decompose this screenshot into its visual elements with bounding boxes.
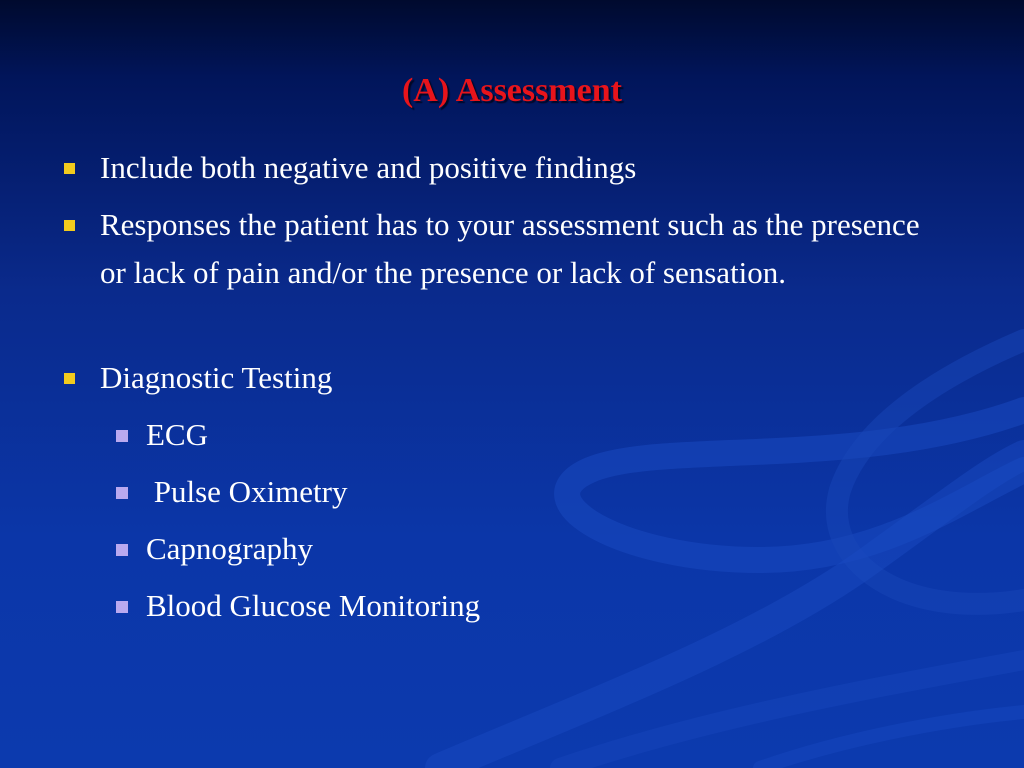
sub-bullet-text: Pulse Oximetry [146, 474, 348, 509]
bullet-item [100, 144, 960, 192]
bullet-text: Responses the patient has to your assessment such as the presence or lack of pain and/or the presence or lack of sensation. [100, 207, 920, 290]
sub-bullet-square-icon [116, 487, 128, 499]
sub-bullet-square-icon [116, 544, 128, 556]
sub-bullet-item [146, 525, 946, 573]
bullet-square-icon [64, 163, 75, 174]
sub-bullet-item [146, 411, 946, 459]
sub-bullet-item [146, 582, 946, 630]
sub-bullet-text: Blood Glucose Monitoring [146, 588, 481, 623]
sub-bullet-square-icon [116, 601, 128, 613]
sub-bullet-text: Capnography [146, 531, 314, 566]
slide-title: (A) Assessment [401, 72, 623, 109]
sub-bullet-item [146, 468, 946, 516]
bullet-square-icon [64, 220, 75, 231]
bullet-text: Include both negative and positive findings [100, 150, 637, 185]
bullet-item [100, 354, 960, 402]
sub-bullet-text: ECG [146, 417, 208, 452]
bullet-item [100, 201, 940, 297]
bullet-square-icon [64, 373, 75, 384]
sub-bullet-square-icon [116, 430, 128, 442]
bullet-text: Diagnostic Testing [100, 360, 333, 395]
